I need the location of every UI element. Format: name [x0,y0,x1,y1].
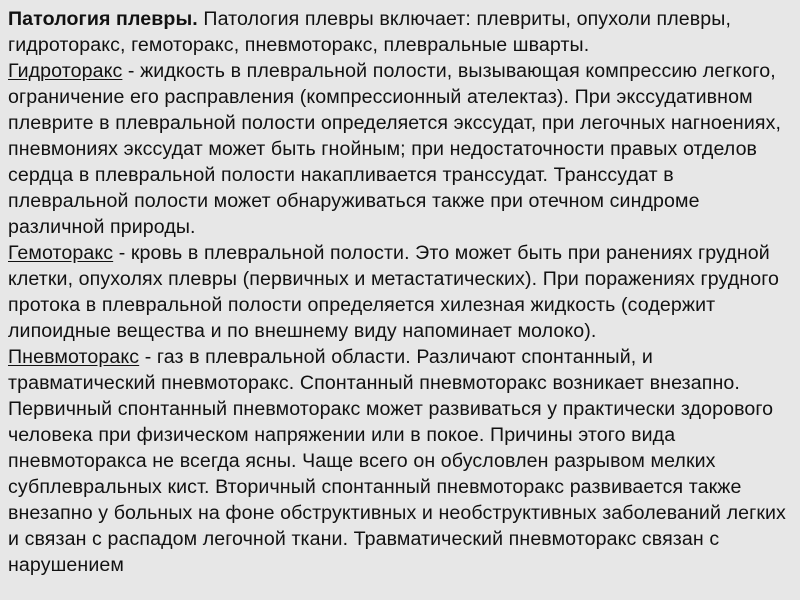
slide-text-body [8,6,794,578]
paragraph-pneumothorax [8,344,794,578]
hydrothorax-text: - жидкость в плевральной полости, вызывающая компрессию легкого, ограничение его расправления (компрессионный ателектаз). При экссудативном плеврите в плевральной полости определяется экссудат, при легочных нагноениях, пневмониях экссудат может быть гнойным; при недостаточности правых отделов сердца в плевральной полости накапливается транссудат. Транссудат в плевральной полости может обнаруживаться также при отечном синдроме различной природы. [8,60,782,238]
paragraph-hydrothorax [8,58,794,240]
term-hydrothorax: Гидроторакс [8,60,123,82]
paragraph-intro [8,6,794,58]
pneumothorax-text: - газ в плевральной области. Различают спонтанный, и травматический пневмоторакс. Спонтанный пневмоторакс возникает внезапно. Первичный спонтанный пневмоторакс может развиваться у практически здорового человека при физическом напряжении или в покое. Причины этого вида пневмоторакса не всегда ясны. Чаще всего он обусловлен разрывом мелких субплевральных кист. Вторичный спонтанный пневмоторакс развивается также внезапно у больных на фоне обструктивных и необструктивных заболеваний легких и связан с распадом легочной ткани. Травматический пневмоторакс связан с нарушением [8,346,786,576]
hemothorax-text: - кровь в плевральной полости. Это может быть при ранениях грудной клетки, опухолях плевры (первичных и метастатических). При поражениях грудного протока в плевральной полости определяется хилезная жидкость (содержит липоидные вещества и по внешнему виду напоминает молоко). [8,242,780,342]
term-hemothorax: Гемоторакс [8,242,114,264]
paragraph-hemothorax [8,240,794,344]
intro-text: Патология плевры включает: плевриты, опухоли плевры, гидроторакс, гемоторакс, пневмоторакс, плевральные шварты. [8,8,732,56]
section-heading: Патология плевры. [8,8,198,30]
term-pneumothorax: Пневмоторакс [8,346,140,368]
